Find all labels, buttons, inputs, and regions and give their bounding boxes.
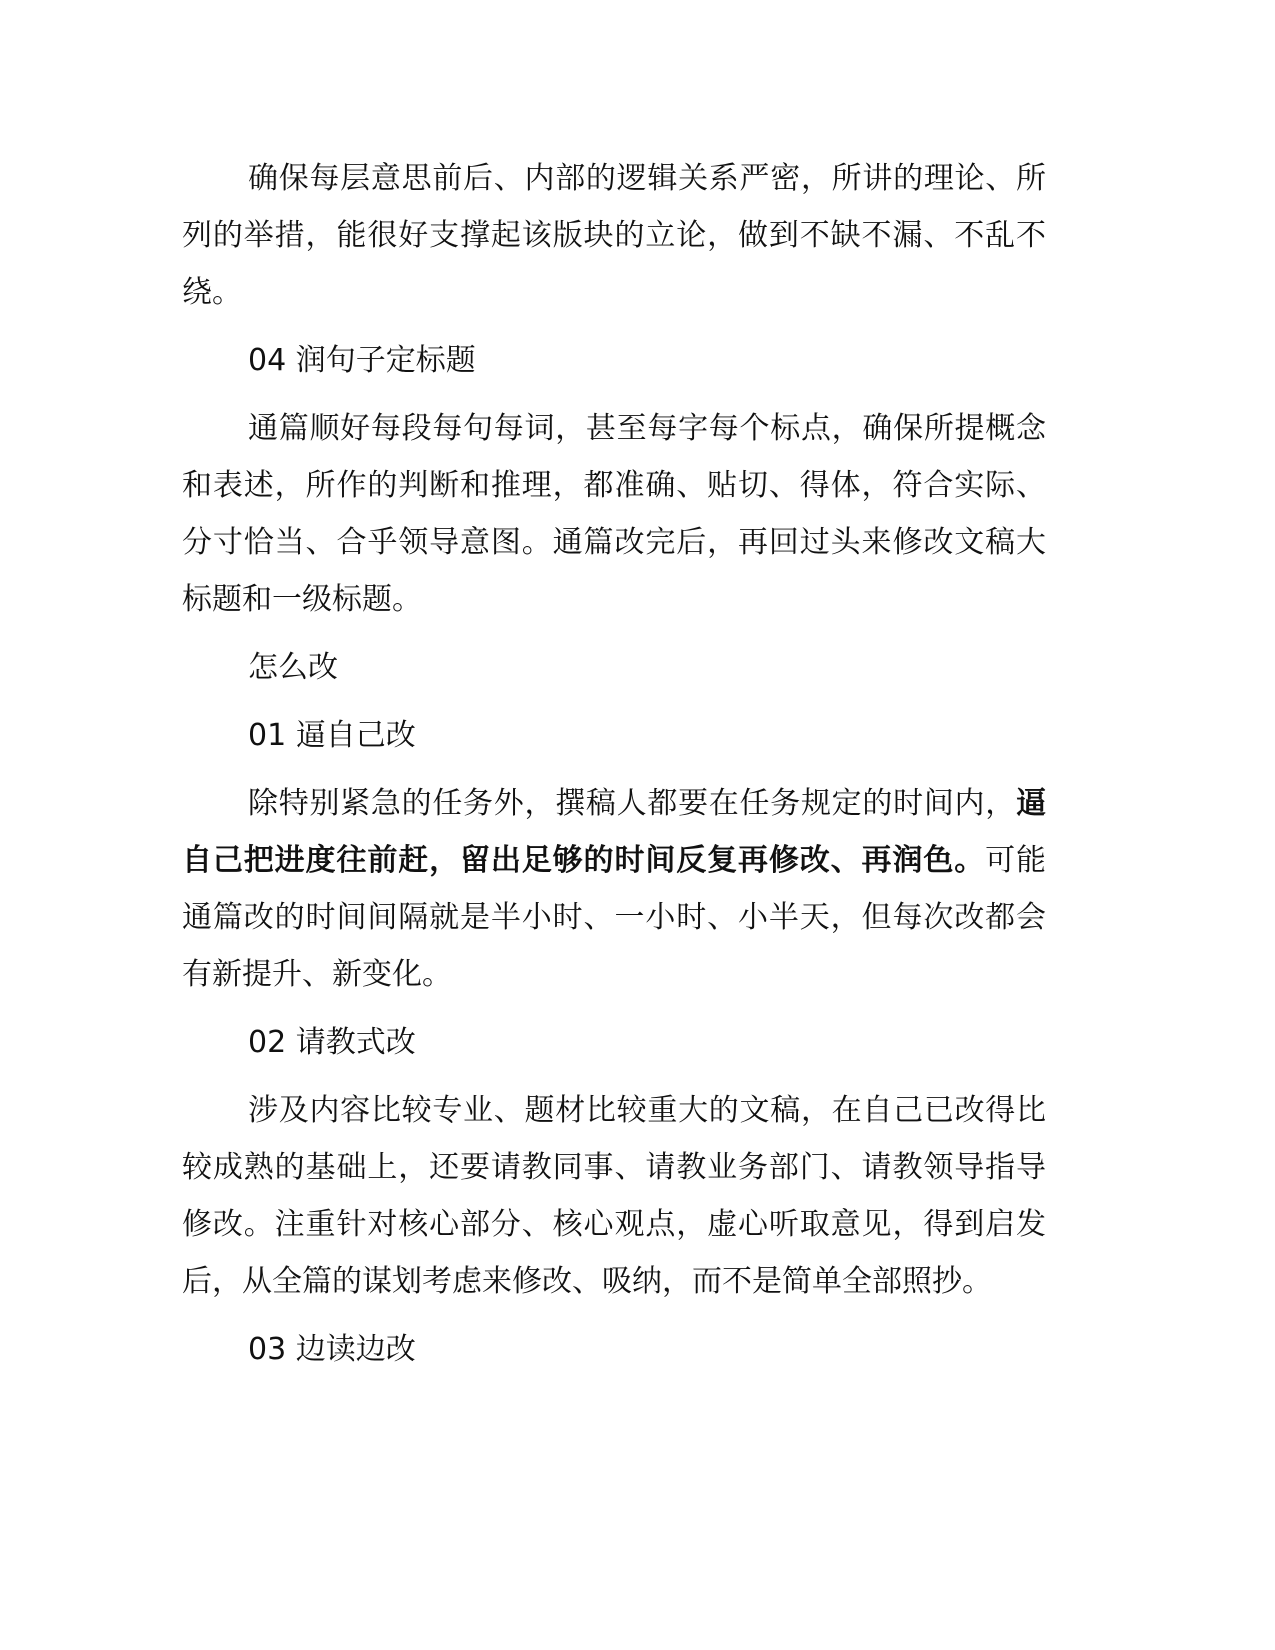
paragraph-consult: 涉及内容比较专业、题材比较重大的文稿，在自己已改得比较成熟的基础上，还要请教同事、请教业务部门、请教领导指导修改。注重针对核心部分、核心观点，虚心听取意见，得到启发后，从全篇的谋划考虑来修改、吸纳，而不是简单全部照抄。	[182, 1093, 1046, 1299]
document-body	[182, 150, 1046, 1389]
heading-04-polish-sentences: 04 润句子定标题	[248, 343, 476, 378]
heading-how-to-revise: 怎么改	[248, 650, 338, 685]
heading-03-read-and-revise: 03 边读边改	[248, 1332, 416, 1367]
paragraph-force-yourself-bold: 逼自己把进度往前赶，留出足够的时间反复再修改、再润色。	[182, 786, 1046, 878]
paragraph-force-yourself-part1: 除特别紧急的任务外，撰稿人都要在任务规定的时间内，	[248, 786, 1016, 821]
paragraph-logic: 确保每层意思前后、内部的逻辑关系严密，所讲的理论、所列的举措，能很好支撑起该版块的立论，做到不缺不漏、不乱不绕。	[182, 161, 1046, 310]
paragraph-force-yourself-part2: 可能通篇改的时间间隔就是半小时、一小时、小半天，但每次改都会有新提升、新变化。	[182, 843, 1047, 992]
paragraph-polish: 通篇顺好每段每句每词，甚至每字每个标点，确保所提概念和表述，所作的判断和推理，都准确、贴切、得体，符合实际、分寸恰当、合乎领导意图。通篇改完后，再回过头来修改文稿大标题和一级标题。	[182, 411, 1046, 617]
heading-01-force-yourself: 01 逼自己改	[248, 718, 416, 753]
heading-02-consult: 02 请教式改	[248, 1025, 416, 1060]
paragraph-force-yourself	[182, 775, 1046, 1003]
